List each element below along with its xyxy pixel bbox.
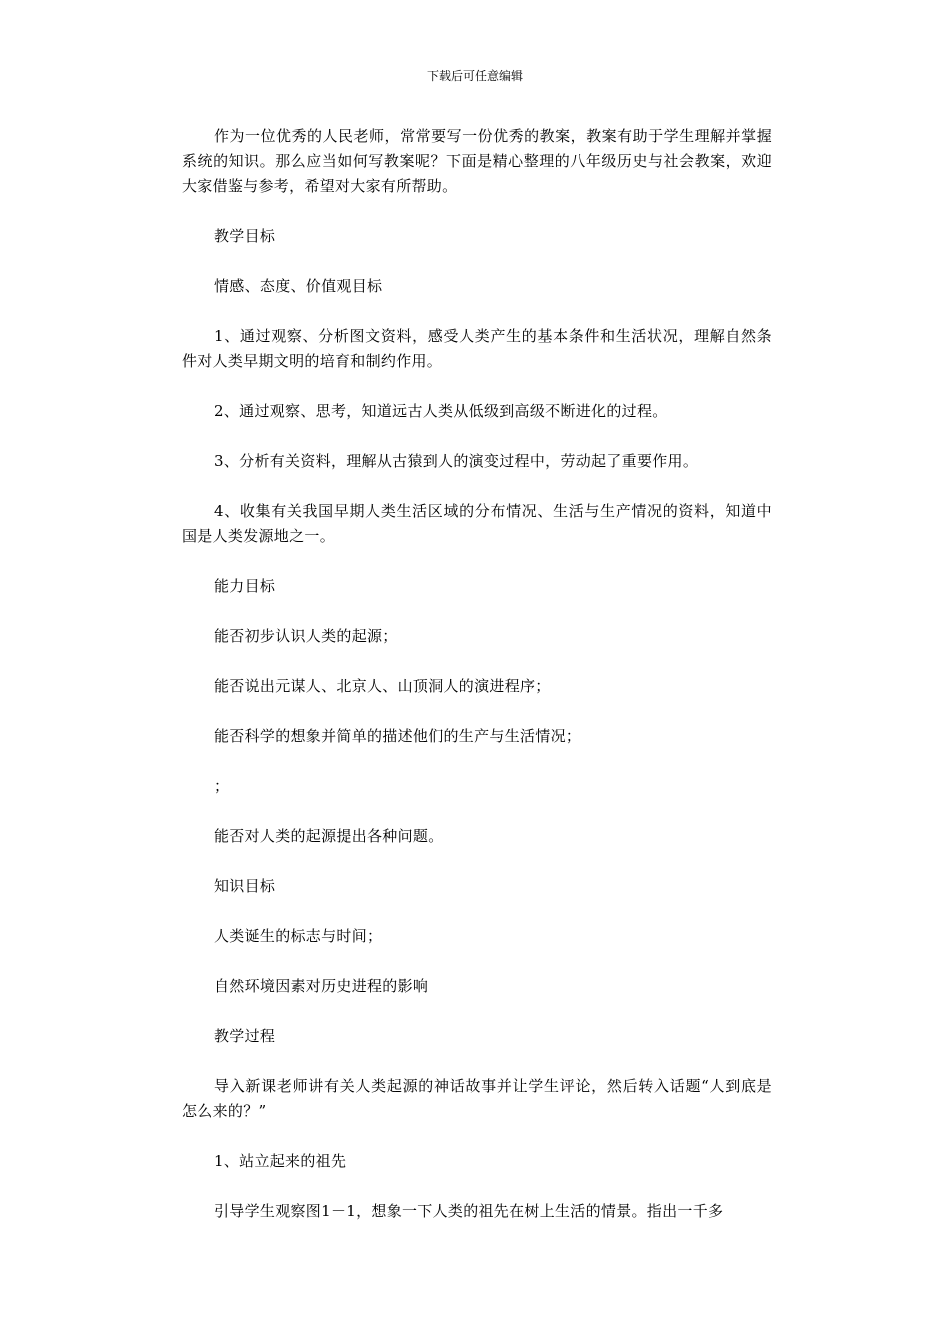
goal-item-3: 3、分析有关资料，理解从古猿到人的演变过程中，劳动起了重要作用。	[214, 452, 699, 470]
ability-item-blank: ；	[214, 777, 230, 795]
goal-item-4: 4、收集有关我国早期人类生活区域的分布情况、生活与生产情况的资料，知道中国是人类发源地之一。	[182, 502, 772, 545]
ability-item-1: 能否初步认识人类的起源；	[214, 627, 398, 645]
intro-paragraph: 作为一位优秀的人民老师，常常要写一份优秀的教案，教案有助于学生理解并掌握系统的知识。那么应当如何写教案呢？下面是精心整理的八年级历史与社会教案，欢迎大家借鉴与参考，希望对大家有所帮助。	[182, 127, 772, 195]
ability-item-4: 能否对人类的起源提出各种问题。	[214, 827, 444, 845]
ability-item-3: 能否科学的想象并简单的描述他们的生产与生活情况；	[214, 727, 582, 745]
process-section-1: 1、站立起来的祖先	[214, 1152, 347, 1170]
heading-ability-goals: 能力目标	[214, 577, 276, 595]
knowledge-item-1: 人类诞生的标志与时间；	[214, 927, 383, 945]
document-body	[182, 124, 772, 1249]
goal-item-2: 2、通过观察、思考，知道远古人类从低级到高级不断进化的过程。	[214, 402, 668, 420]
knowledge-item-2: 自然环境因素对历史进程的影响	[214, 977, 429, 995]
heading-emotion-goals: 情感、态度、价值观目标	[214, 277, 383, 295]
goal-item-1: 1、通过观察、分析图文资料，感受人类产生的基本条件和生活状况，理解自然条件对人类早期文明的培育和制约作用。	[182, 327, 772, 370]
process-intro: 导入新课老师讲有关人类起源的神话故事并让学生评论，然后转入话题“人到底是怎么来的？”	[182, 1077, 772, 1120]
heading-teaching-goals: 教学目标	[214, 227, 276, 245]
heading-teaching-process: 教学过程	[214, 1027, 276, 1045]
ability-item-2: 能否说出元谋人、北京人、山顶洞人的演进程序；	[214, 677, 551, 695]
process-section-1-text: 引导学生观察图1－1，想象一下人类的祖先在树上生活的情景。指出一千多	[214, 1202, 724, 1220]
heading-knowledge-goals: 知识目标	[214, 877, 276, 895]
page-header: 下载后可任意编辑	[426, 69, 523, 83]
